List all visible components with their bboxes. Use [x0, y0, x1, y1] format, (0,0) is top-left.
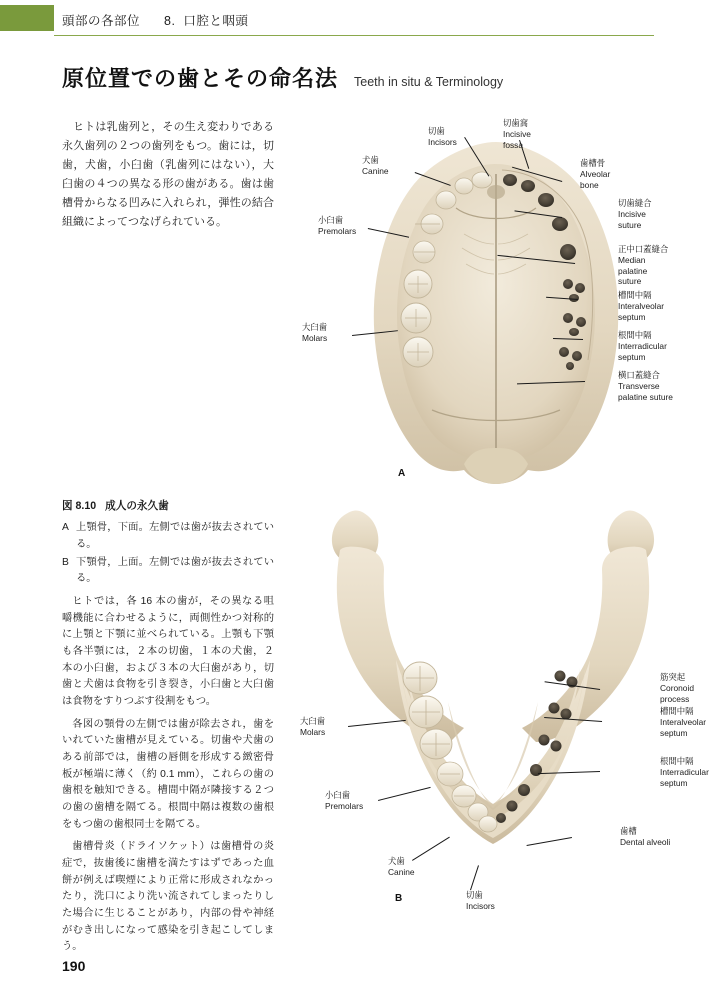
caption-body-paragraph: ヒトでは，各 16 本の歯が，その異なる咀嚼機能に合わせるように，両側性かつ対称的に上顎と下顎に並べられている。上顎も下顎も各半顎には，２本の切歯，１本の犬歯，２本の小臼歯，および３本の大臼歯があり，切歯と犬歯は食物を引き裂き，小臼歯と大臼歯は食物をすりつぶす役割をもつ。	[62, 595, 274, 707]
label-transverse-palatine-suture-en: Transverse	[618, 380, 660, 391]
caption-item-letter: A	[62, 522, 69, 534]
label-molars-b-en: Molars	[300, 726, 326, 737]
label-interalveolar-septum-en: Interalveolar	[618, 300, 665, 311]
header-section-title: 口腔と咽頭	[183, 14, 249, 28]
caption-body-paragraph: 歯槽骨炎（ドライソケット）は歯槽骨の炎症で，抜歯後に歯槽を満たすはずであった血餅が例えば喫煙により正常に形成されなかったり，洗口により洗い流されてしまったりした場合に生じることがあり，内部の骨や神経がむき出しになって感染を引き起こしてしまう。	[62, 841, 274, 953]
label-incisors: 切歯 Incisors	[428, 126, 457, 147]
label-incisors-b: 切歯 Incisors	[466, 890, 495, 911]
page-title	[62, 62, 662, 93]
label-molars: 大臼歯 Molars	[302, 322, 328, 343]
label-coronoid-process: 筋突起 Coronoid process	[660, 672, 694, 704]
label-incisive-suture: 切歯縫合 Incisive suture	[618, 198, 652, 230]
caption-item	[62, 555, 274, 588]
figure-b-letter: B	[395, 893, 403, 904]
label-median-palatine-suture-en: Median	[618, 254, 646, 265]
label-interradicular-septum-b: 根間中隔 Interradicular septum	[660, 756, 709, 788]
label-incisive-suture-en: Incisive	[618, 208, 646, 219]
label-incisive-fossa-en: Incisive	[503, 128, 531, 139]
label-incisors-en: Incisors	[428, 136, 457, 147]
header-breadcrumb	[62, 11, 248, 29]
label-premolars-en: Premolars	[318, 225, 357, 236]
label-premolars-b: 小臼歯 Premolars	[325, 790, 364, 811]
label-incisive-fossa: 切歯窩 Incisive fossa	[503, 118, 531, 150]
label-dental-alveoli-en: Dental alveoli	[620, 836, 671, 847]
caption-item	[62, 520, 274, 553]
page-header	[0, 0, 709, 36]
intro-paragraph-text: ヒトは乳歯列と，その生え変わりである永久歯列の２つの歯列をもつ。歯には，切歯，犬歯，小臼歯（乳歯列にはない），大臼歯の４つの異なる形の歯がある。歯は歯槽骨からなる凹みに入れられ，弾性の結合組織によってつなげられている。	[62, 121, 274, 228]
mandible-left-ramus	[332, 510, 464, 742]
label-interradicular-septum: 根間中隔 Interradicular septum	[618, 330, 667, 362]
label-dental-alveoli: 歯槽 Dental alveoli	[620, 826, 671, 847]
header-section-number: 8.	[164, 14, 176, 28]
figure-number: 図 8.10	[62, 500, 97, 512]
label-canine: 犬歯 Canine	[362, 155, 389, 176]
label-premolars: 小臼歯 Premolars	[318, 215, 357, 236]
caption-item-text: 下顎骨，上面。左側では歯が抜去されている。	[76, 556, 274, 585]
page-title-en: Teeth in situ & Terminology	[354, 75, 504, 89]
mandible-right-ramus	[522, 510, 654, 742]
label-alveolar-bone: 歯槽骨 Alveolar bone	[580, 158, 611, 190]
figure-caption-block	[62, 498, 274, 956]
label-alveolar-bone-en: Alveolar	[580, 168, 611, 179]
label-canine-en: Canine	[362, 165, 389, 176]
label-incisors-b-en: Incisors	[466, 900, 495, 911]
label-canine-b-en: Canine	[388, 866, 415, 877]
label-canine-b: 犬歯 Canine	[388, 856, 415, 877]
label-interalveolar-septum: 槽間中隔 Interalveolar septum	[618, 290, 665, 322]
caption-item-letter: B	[62, 556, 69, 568]
header-section-group: 頭部の各部位	[62, 14, 141, 28]
figure-a-letter: A	[398, 468, 406, 479]
intro-paragraph	[62, 118, 274, 231]
incisive-fossa-shape	[487, 185, 505, 199]
label-premolars-b-en: Premolars	[325, 800, 364, 811]
label-interradicular-septum-b-en: Interradicular	[660, 766, 709, 777]
header-divider	[54, 35, 654, 36]
label-molars-b: 大臼歯 Molars	[300, 716, 326, 737]
caption-body-paragraph: 各図の顎骨の左側では歯が除去され，歯をいれていた歯槽が見えている。切歯や犬歯のある前部では，歯槽の唇側を形成する緻密骨板が極端に薄く（約 0.1 mm），これらの歯の歯根を触知できる。槽間中隔が隣接する２つの歯の歯槽を隔てる。根間中隔は複数の歯根をもつ歯の歯根同士を隔てる。	[62, 718, 274, 830]
figure-b-mandible-illustration	[288, 492, 698, 922]
label-transverse-palatine-suture: 横口蓋縫合 Transverse palatine suture	[618, 370, 673, 402]
page-title-jp: 原位置での歯とその命名法	[62, 66, 339, 91]
label-interalveolar-septum-b-en: Interalveolar	[660, 716, 707, 727]
page-number: 190	[62, 958, 86, 974]
caption-item-text: 上顎骨，下面。左側では歯が抜去されている。	[76, 522, 274, 550]
label-interradicular-septum-en: Interradicular	[618, 340, 667, 351]
label-interalveolar-septum-b: 槽間中隔 Interalveolar septum	[660, 706, 707, 738]
label-molars-en: Molars	[302, 332, 328, 343]
label-median-palatine-suture: 正中口蓋縫合 Median palatine suture	[618, 244, 669, 287]
header-accent-block	[0, 5, 54, 31]
figure-caption-title	[62, 498, 274, 515]
label-coronoid-process-en: Coronoid	[660, 682, 694, 693]
posterior-nasal-spine	[464, 448, 528, 484]
figure-title: 成人の永久歯	[105, 500, 169, 512]
